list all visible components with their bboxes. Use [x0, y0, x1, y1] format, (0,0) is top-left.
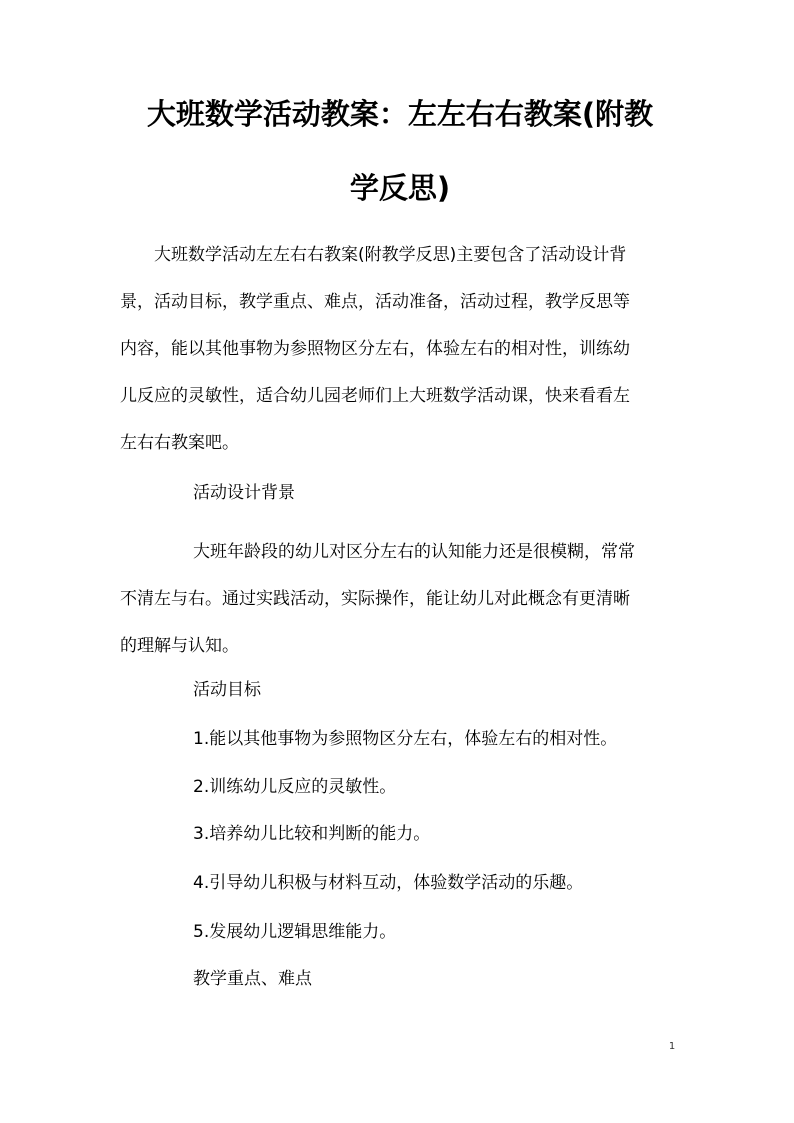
document-title-line-2: 学反思): [349, 171, 451, 205]
background-line: 的理解与认知。: [120, 636, 239, 656]
background-line: 不清左与右。通过实践活动，实际操作，能让幼儿对此概念有更清晰: [120, 589, 630, 609]
intro-line: 儿反应的灵敏性，适合幼儿园老师们上大班数学活动课，快来看看左: [120, 386, 630, 406]
intro-line: 左右右教案吧。: [120, 433, 239, 453]
goal-item: 5.发展幼儿逻辑思维能力。: [193, 922, 397, 942]
intro-line: 景，活动目标，教学重点、难点，活动准备，活动过程，教学反思等: [120, 292, 630, 312]
section-heading-background: 活动设计背景: [193, 483, 295, 503]
background-paragraph: [120, 529, 680, 670]
goal-item: 1.能以其他事物为参照物区分左右，体验左右的相对性。: [193, 729, 618, 749]
background-line: 大班年龄段的幼儿对区分左右的认知能力还是很模糊，常常: [193, 542, 635, 562]
section-heading-key-points: 教学重点、难点: [193, 969, 312, 989]
intro-line: 内容，能以其他事物为参照物区分左右，体验左右的相对性，训练幼: [120, 339, 630, 359]
goal-item: 3.培养幼儿比较和判断的能力。: [193, 824, 431, 844]
section-heading-goals: 活动目标: [193, 680, 261, 700]
intro-line: 大班数学活动左左右右教案(附教学反思)主要包含了活动设计背: [154, 245, 627, 265]
goal-item: 4.引导幼儿积极与材料互动，体验数学活动的乐趣。: [193, 873, 584, 893]
goal-item: 2.训练幼儿反应的灵敏性。: [193, 777, 397, 797]
intro-paragraph: [120, 232, 680, 467]
page-number: 1: [668, 1041, 676, 1052]
document-title-line-1: 大班数学活动教案：左左右右教案(附教: [146, 97, 654, 131]
